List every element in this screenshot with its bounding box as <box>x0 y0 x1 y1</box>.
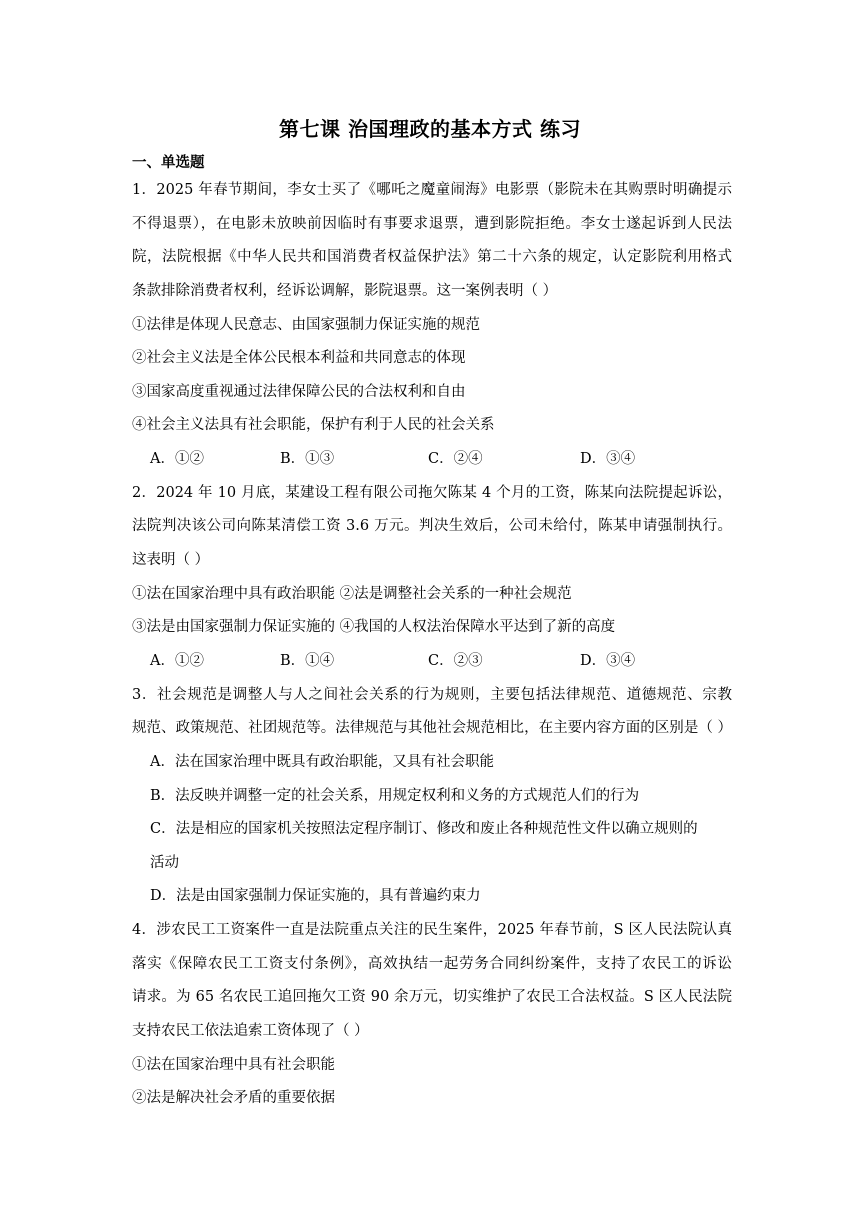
q1-option-b[interactable]: B．①③ <box>280 451 335 467</box>
page-title: 第七课 治国理政的基本方式 练习 <box>279 117 581 141</box>
q2-option-b[interactable]: B．①④ <box>280 653 335 669</box>
q1-option-c[interactable]: C．②④ <box>428 451 483 467</box>
q3-stem-line: 规范、政策规范、社团规范等。法律规范与其他社会规范相比，在主要内容方面的区别是（ ） <box>132 720 732 736</box>
q2-option-c[interactable]: C．②③ <box>428 653 483 669</box>
q4-item: ②法是解决社会矛盾的重要依据 <box>132 1090 335 1106</box>
q3-option-c[interactable]: C．法是相应的国家机关按照法定程序制订、修改和废止各种规范性文件以确立规则的 <box>150 821 698 837</box>
q4-stem-line: 请求。为 65 名农民工追回拖欠工资 90 余万元，切实维护了农民工合法权益。S 区人民法院 <box>132 989 732 1005</box>
q1-stem-line: 不得退票），在电影未放映前因临时有事要求退票，遭到影院拒绝。李女士遂起诉到人民法 <box>132 216 732 232</box>
q1-option-d[interactable]: D．③④ <box>580 451 636 467</box>
q1-option-a[interactable]: A．①② <box>150 451 204 467</box>
q1-stem-line: 1．2025 年春节期间，李女士买了《哪吒之魔童闹海》电影票（影院未在其购票时明确提示 <box>132 182 732 198</box>
q2-item: ③法是由国家强制力保证实施的 ④我国的人权法治保障水平达到了新的高度 <box>132 619 616 635</box>
q2-stem-line: 2．2024 年 10 月底，某建设工程有限公司拖欠陈某 4 个月的工资，陈某向法院提起诉讼， <box>132 485 732 501</box>
q2-stem-line: 这表明（ ） <box>132 552 210 568</box>
q4-item: ①法在国家治理中具有社会职能 <box>132 1057 335 1073</box>
q3-option-a[interactable]: A．法在国家治理中既具有政治职能，又具有社会职能 <box>150 754 494 770</box>
q3-option-d[interactable]: D．法是由国家强制力保证实施的，具有普遍约束力 <box>150 888 481 904</box>
q4-stem-line: 支持农民工依法追索工资体现了（ ） <box>132 1023 369 1039</box>
q3-option-c-cont[interactable]: 活动 <box>150 855 179 871</box>
q2-option-a[interactable]: A．①② <box>150 653 204 669</box>
q3-stem-line: 3．社会规范是调整人与人之间社会关系的行为规则，主要包括法律规范、道德规范、宗教 <box>132 687 732 703</box>
section-heading: 一、单选题 <box>132 154 205 171</box>
q1-item: ①法律是体现人民意志、由国家强制力保证实施的规范 <box>132 317 480 333</box>
q1-stem-line: 院，法院根据《中华人民共和国消费者权益保护法》第二十六条的规定，认定影院利用格式 <box>132 249 732 265</box>
q2-option-d[interactable]: D．③④ <box>580 653 636 669</box>
q2-item: ①法在国家治理中具有政治职能 ②法是调整社会关系的一种社会规范 <box>132 586 572 602</box>
q2-stem-line: 法院判决该公司向陈某清偿工资 3.6 万元。判决生效后，公司未给付，陈某申请强制执行。 <box>132 518 732 534</box>
q4-stem-line: 4．涉农民工工资案件一直是法院重点关注的民生案件，2025 年春节前，S 区人民法院认真 <box>132 922 732 938</box>
q1-item: ④社会主义法具有社会职能，保护有利于人民的社会关系 <box>132 417 495 433</box>
q1-stem-line: 条款排除消费者权利，经诉讼调解，影院退票。这一案例表明（ ） <box>132 283 558 299</box>
q4-stem-line: 落实《保障农民工工资支付条例》，高效执结一起劳务合同纠纷案件，支持了农民工的诉讼 <box>132 956 732 972</box>
q3-option-b[interactable]: B．法反映并调整一定的社会关系，用规定权利和义务的方式规范人们的行为 <box>150 788 640 804</box>
q1-item: ③国家高度重视通过法律保障公民的合法权利和自由 <box>132 384 466 400</box>
q1-item: ②社会主义法是全体公民根本利益和共同意志的体现 <box>132 350 466 366</box>
